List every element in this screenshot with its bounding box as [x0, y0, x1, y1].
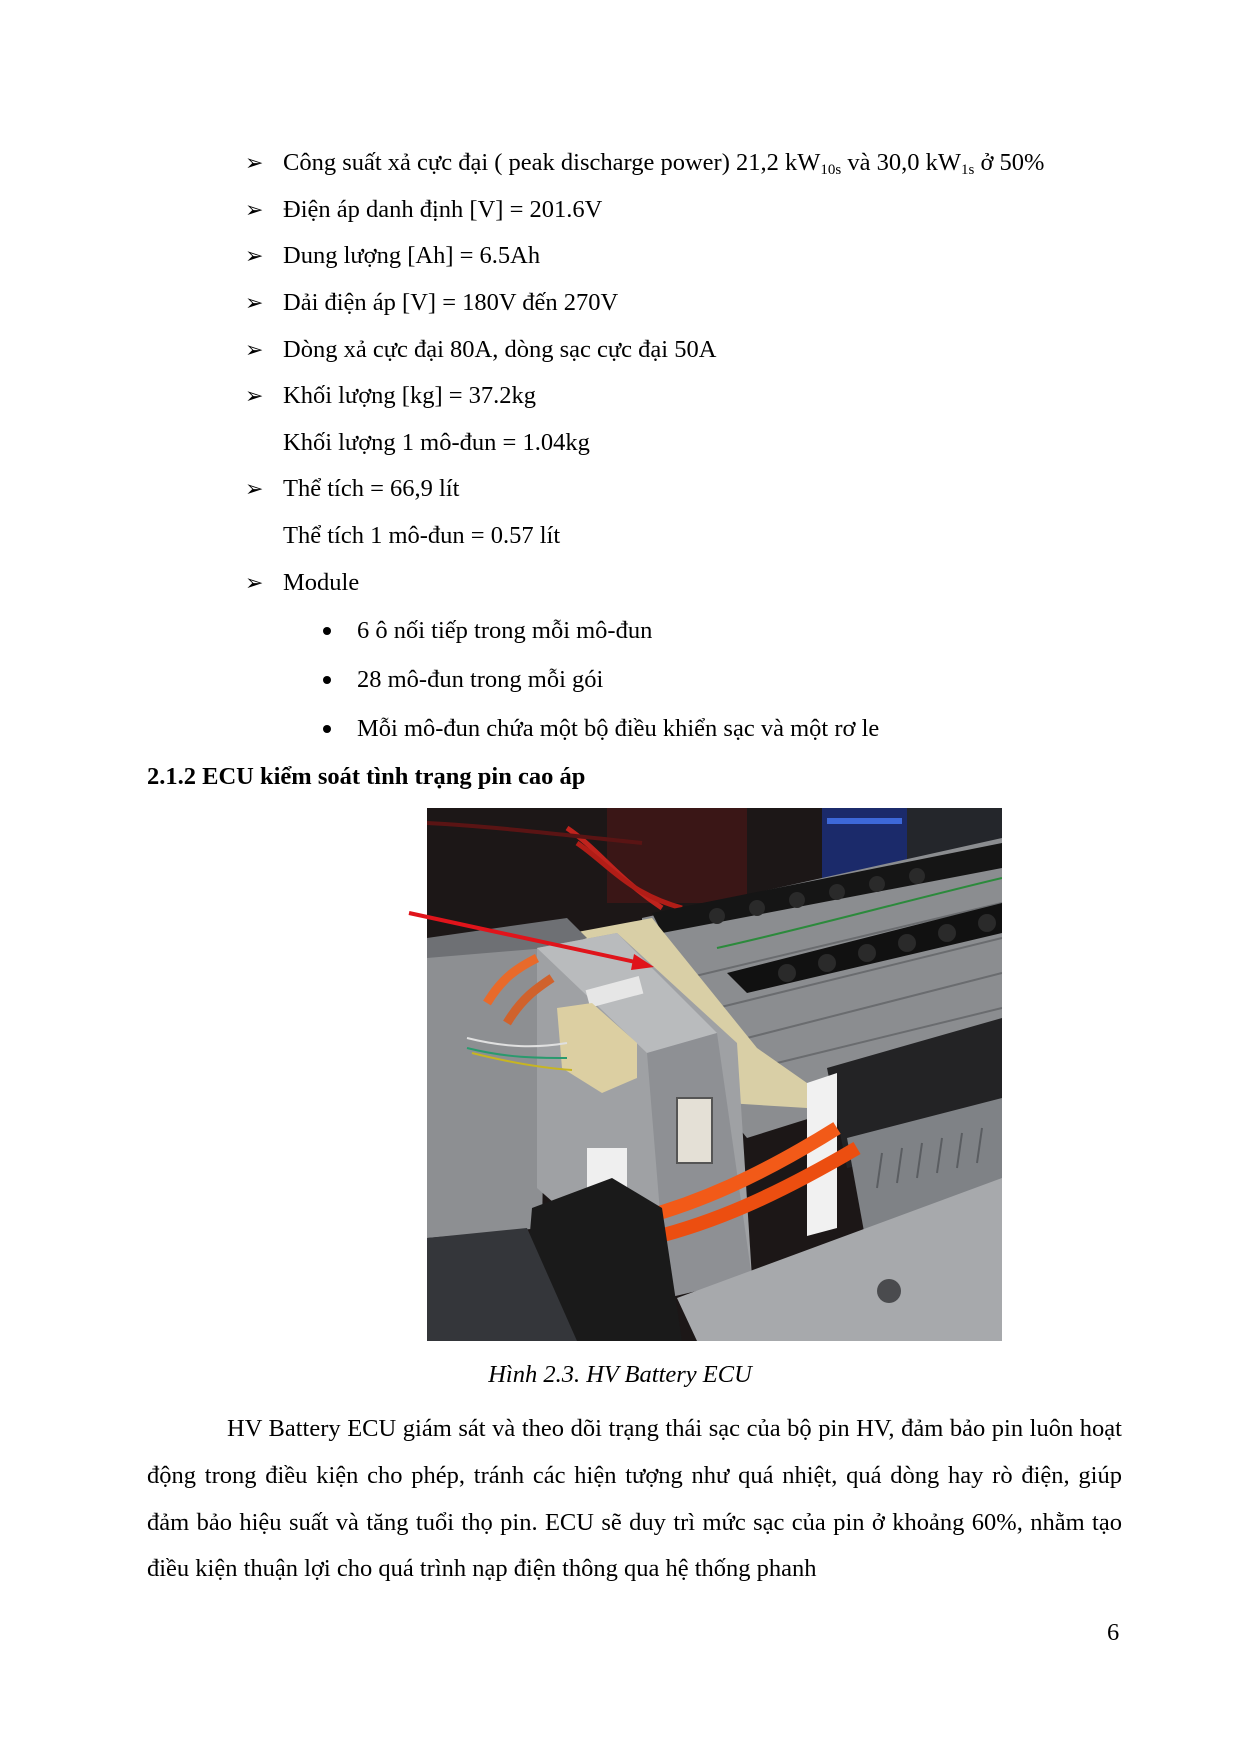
spec-item-module: Module [283, 569, 360, 596]
arrow-bullet-icon: ➢ [245, 476, 264, 501]
arrow-bullet-icon: ➢ [245, 383, 264, 408]
spec-item-volume: Thể tích = 66,9 lít [283, 475, 460, 502]
spec-item-voltage-range: Dải điện áp [V] = 180V đến 270V [283, 289, 619, 316]
spec-item-max-current: Dòng xả cực đại 80A, dòng sạc cực đại 50A [283, 336, 717, 363]
spec-item-capacity: Dung lượng [Ah] = 6.5Ah [283, 242, 541, 269]
arrow-bullet-icon: ➢ [245, 150, 264, 175]
dot-bullet-icon [323, 627, 331, 635]
body-paragraph: HV Battery ECU giám sát và theo dõi trạng thái sạc của bộ pin HV, đảm bảo pin luôn hoạt động trong điều kiện cho phép, tránh các hiện tượng như quá nhiệt, quá dòng hay rò điện, giúp đảm bảo hiệu suất và tăng tuổi thọ pin. ECU sẽ duy trì mức sạc của pin ở khoảng 60%, nhằm tạo điều kiện thuận lợi cho quá trình nạp điện thông qua hệ thống phanh [147, 1415, 1122, 1583]
module-subitem: 28 mô-đun trong mỗi gói [357, 666, 604, 693]
dot-bullet-icon [323, 725, 331, 733]
dot-bullet-icon [323, 676, 331, 684]
page-number: 6 [1107, 1619, 1120, 1646]
figure-caption: Hình 2.3. HV Battery ECU [488, 1361, 752, 1388]
module-subitem: Mỗi mô-đun chứa một bộ điều khiển sạc và một rơ le [357, 715, 880, 742]
spec-item-mass-per-module: Khối lượng 1 mô-đun = 1.04kg [283, 429, 590, 456]
spec-item-nominal-voltage: Điện áp danh định [V] = 201.6V [283, 196, 603, 223]
arrow-bullet-icon: ➢ [245, 290, 264, 315]
arrow-bullet-icon: ➢ [245, 197, 264, 222]
spec-item-mass: Khối lượng [kg] = 37.2kg [283, 382, 537, 409]
module-subitem: 6 ô nối tiếp trong mỗi mô-đun [357, 617, 653, 644]
arrow-bullet-icon: ➢ [245, 337, 264, 362]
spec-item-peak-power: Công suất xả cực đại ( peak discharge power) 21,2 $kW_{10s}$ và 30,0 $kW_{1s}$ ở 50% [283, 149, 1045, 178]
section-heading: 2.1.2 ECU kiểm soát tình trạng pin cao áp [147, 763, 586, 790]
arrow-bullet-icon: ➢ [245, 243, 264, 268]
spec-item-volume-per-module: Thể tích 1 mô-đun = 0.57 lít [283, 522, 561, 549]
arrow-bullet-icon: ➢ [245, 570, 264, 595]
hv-battery-ecu-photo [427, 808, 1002, 1341]
